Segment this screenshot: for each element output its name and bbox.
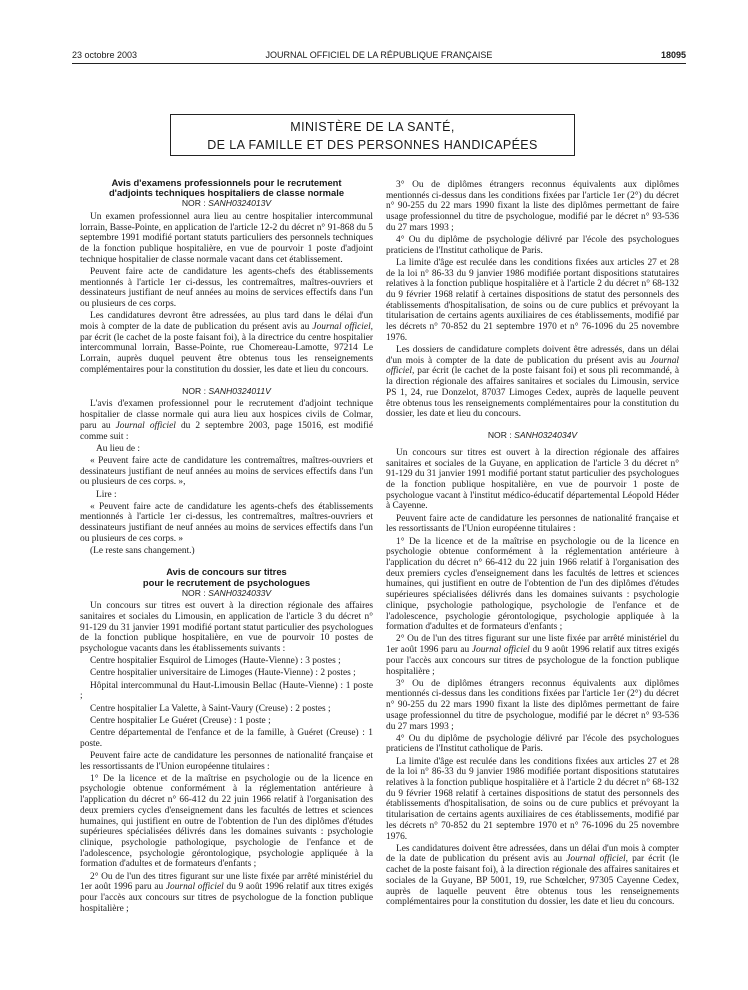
text-run: par écrit (le cachet de la poste faisant foi) et sous pli recommandé, à la direction régionale des affaires sanitaires et sociales du Limousin, service PS 1, 24, rue Donzelot, 87037 Limoges Cedex, auprès de laquelle peuvent être obtenus tous les renseignements complémentaires pour la constitution du dossier, les date et lieu du concours. [386,366,679,420]
quote: « Peuvent faire acte de candidature les contremaîtres, maîtres-ouvriers et dessinateurs justifiant de neuf années au moins de services effectifs dans l'un ou plusieurs de ces corps. », [80,455,373,488]
text-run: par écrit (le cachet de la poste faisant foi), à la direction régionale des affaires sanitaires et sociales de la Guyane, BP 5001, 19, rue Schœlcher, 97305 Cayenne Cedex, auprès de laquelle peuvent être obtenus tous les renseignements complémentaires pour la constitution du dossier, les date et lieu du concours. [386,854,680,908]
text-run: du 9 août 1996 relatif aux titres exigés pour l'accès aux concours sur titres de psychologue de la fonction publique hospitalière ; [80,882,373,914]
nor-reference [80,588,373,599]
text-run: du 9 août 1996 relatif aux titres exigés pour l'accès aux concours sur titres de psychologue de la fonction publique hospitalière ; [386,645,679,677]
condition-item [80,872,373,915]
nor-label: NOR : [182,385,207,396]
paragraph: Peuvent faire acte de candidature les agents-chefs des établissements mentionnés à l'article 1er ci-dessus, les contremaîtres, maîtres-ouvriers et dessinateurs justifiant de neuf années au moins de services effectifs dans l'un ou plusieurs de ces corps. [80,266,373,310]
condition-item: 1° De la licence et de la maîtrise en psychologie ou de la licence en psychologie obtenue conformément à la réglementation antérieure à l'application du décret n° 66-412 du 22 juin 1966 relatif à l'organisation des deux premiers cycles d'enseignement dans les facultés de lettres et sciences humaines, qui justifient en outre de l'obtention de l'un des diplômes d'études supérieures spécialisées délivrés dans les domaines suivants : psychologie clinique, psychologie pathologique, psychologie de l'enfance et de l'adolescence, psychologie gérontologique, psychologie appliquée à la formation d'adultes et de formateurs d'enfants ; [386,536,679,633]
paragraph: Au lieu de : [96,443,141,454]
nor-code: SANH0324011V [208,385,271,396]
condition-item: 1° De la licence et de la maîtrise en psychologie ou de la licence en psychologie obtenue conformément à la réglementation antérieure à l'application du décret n° 66-412 du 22 juin 1966 relatif à l'organisation des deux premiers cycles d'enseignement dans les facultés de lettres et sciences humaines, qui justifient en outre de l'obtention de l'un des diplômes d'études supérieures spécialisées délivrés dans les domaines suivants : psychologie clinique, psychologie pathologique, psychologie de l'enfance et de l'adolescence, psychologie gérontologique, psychologie appliquée à la formation d'adultes et de formateurs d'enfants ; [80,773,373,870]
text-run: Les dossiers de candidature complets doivent être adressés, dans un délai d'un mois à compter de la date de publication du présent avis au [386,345,679,366]
condition-item: 3° Ou de diplômes étrangers reconnus équivalents aux diplômes mentionnés ci-dessus dans les conditions fixées par l'article 1er (2°) du décret n° 90-255 du 22 mars 1990 fixant la liste des diplômes permettant de faire usage professionnel du titre de psychologue, modifié par le décret n° 93-536 du 27 mars 1993 ; [386,678,679,732]
establishment-item: Centre hospitalier Le Guéret (Creuse) : 1 poste ; [90,715,271,726]
establishment-item: Centre hospitalier Esquirol de Limoges (Haute-Vienne) : 3 postes ; [90,656,341,667]
paragraph: (Le reste sans changement.) [90,546,195,557]
notice-title [80,178,373,198]
journal-ref: Journal officiel, [312,321,374,332]
establishment-item: Centre hospitalier universitaire de Limoges (Haute-Vienne) : 2 postes ; [90,668,356,679]
notice-title-line: Avis de concours sur titres [166,566,287,578]
notice-title [80,567,373,587]
paragraph: Un concours sur titres est ouvert à la direction régionale des affaires sanitaires et sociales de la Guyane, en application de l'article 3 du décret n° 91-129 du 31 janvier 1991 modifié portant statut particulier des psychologues de la fonction publique hospitalière, en vue de pourvoir 1 poste de psychologue vacant à l'institut médico-éducatif départemental Léopold Héder à Cayenne. [386,447,679,512]
nor-reference [80,198,373,209]
establishment-item: Hôpital intercommunal du Haut-Limousin Bellac (Haute-Vienne) : 1 poste ; [80,680,373,702]
paragraph [386,844,679,908]
nor-label: NOR : [181,198,206,209]
ministry-box [170,114,575,156]
notice-title-line: pour le recrutement de psychologues [142,576,311,588]
journal-ref: Journal officiel [471,645,530,656]
text-run: 2° Ou de l'un des titres figurant sur une liste fixée par arrêté ministériel du 1er août 1996 paru au [80,871,373,893]
paragraph [386,345,679,420]
text-run: du 2 septembre 2003, page 15016, est modifié comme suit : [80,420,374,442]
establishment-item: Centre hospitalier La Valette, à Saint-Vaury (Creuse) : 2 postes ; [90,703,331,714]
nor-reference [386,430,679,441]
text-run: Les candidatures devront être adressées, au plus tard dans le délai d'un mois à compter de la date de publication du présent avis au [80,311,373,332]
issue-date: 23 octobre 2003 [72,50,138,60]
journal-ref: Journal officiel, [566,854,628,865]
condition-item [386,634,679,677]
journal-title: JOURNAL OFFICIEL DE LA RÉPUBLIQUE FRANÇAISE [265,50,493,60]
text-run: 2° Ou de l'un des titres figurant sur une liste fixée par arrêté ministériel du 1er août 1996 paru au [386,634,679,656]
text-run: par écrit (le cachet de la poste faisant foi), à la directrice du centre hospitalier intercommunal lorrain, Basse-Pointe, rue Chomereau-Lamotte, 97214 Le Lorrain, auprès duquel peuvent être obtenus tous les renseignements complémentaires pour la constitution du dossier, les date et lieu du concours. [80,332,373,375]
journal-ref: Journal officiel [165,882,224,893]
ministry-line-2: DE LA FAMILLE ET DES PERSONNES HANDICAPÉES [207,138,538,152]
page-number: 18095 [660,50,686,60]
journal-ref: Journal officiel [115,420,176,431]
nor-code: SANH0324013V [208,198,272,209]
journal-ref: Journal officiel, [386,355,680,377]
nor-label: NOR : [487,430,512,441]
establishment-item: Centre départemental de l'enfance et de la famille, à Guéret (Creuse) : 1 poste. [80,727,373,749]
text-run: Les candidatures doivent être adressées, dans un délai d'un mois à compter de la date de publication du présent avis au [386,843,679,865]
paragraph: Peuvent faire acte de candidature les personnes de nationalité française et les ressortissants de l'Union européenne titulaires : [386,513,679,535]
ministry-line-1: MINISTÈRE DE LA SANTÉ, [290,120,455,134]
right-column [386,180,679,910]
paragraph [80,399,373,442]
text-run: L'avis d'examen professionnel pour le recrutement d'adjoint technique hospitalier de classe normale qui aura lieu aux hospices civils de Colmar, paru au [80,399,373,431]
condition-item: 4° Ou du diplôme de psychologie délivré par l'école des psychologues praticiens de l'Institut catholique de Paris. [386,733,679,755]
nor-reference [80,386,373,397]
condition-item: 3° Ou de diplômes étrangers reconnus équivalents aux diplômes mentionnés ci-dessus dans les conditions fixées par l'article 1er (2°) du décret n° 90-255 du 22 mars 1990 fixant la liste des diplômes permettant de faire usage professionnel du titre de psychologue, modifié par le décret n° 93-536 du 27 mars 1993 ; [386,180,679,233]
paragraph [80,311,373,375]
paragraph: La limite d'âge est reculée dans les conditions fixées aux articles 27 et 28 de la loi n° 86-33 du 9 janvier 1986 modifiée portant dispositions statutaires relatives à la fonction publique hospitalière et à l'article 2 du décret n° 68-132 du 9 février 1968 relatif à certaines dispositions de statut des personnels des établissements d'hospitalisation, de soins ou de cure publics et prévoyant la titularisation de certains agents auxiliaires de ces établissements, modifié par les décrets n° 70-852 du 21 septembre 1970 et n° 76-1096 du 25 novembre 1976. [386,257,679,343]
paragraph: Un concours sur titres est ouvert à la direction régionale des affaires sanitaires et sociales du Limousin, en application de l'article 3 du décret n° 91-129 du 31 janvier 1991 modifié portant statut particulier des psychologues de la fonction publique hospitalière, en vue de pourvoir 10 postes de psychologue vacants dans les établissements suivants : [80,601,373,655]
notice-title-line: Avis d'examens professionnels pour le recrutement [111,177,342,188]
paragraph: Peuvent faire acte de candidature les personnes de nationalité française et les ressortissants de l'Union européenne titulaires : [80,750,373,772]
condition-item: 4° Ou du diplôme de psychologie délivré par l'école des psychologues praticiens de l'Institut catholique de Paris. [386,235,679,256]
quote: « Peuvent faire acte de candidature les agents-chefs des établissements mentionnés à l'article 1er ci-dessus, les contremaîtres, maîtres-ouvriers et dessinateurs justifiant de neuf années au moins de services effectifs dans l'un ou plusieurs de ces corps. » [80,501,373,544]
nor-label: NOR : [181,587,206,598]
paragraph: Lire : [96,489,117,500]
paragraph: La limite d'âge est reculée dans les conditions fixées aux articles 27 et 28 de la loi n° 86-33 du 9 janvier 1986 modifiée portant dispositions statutaires relatives à la fonction publique hospitalière et à l'article 2 du décret n° 68-132 du 9 février 1968 relatif à certaines dispositions de statut des personnels des établissements d'hospitalisation, de soins ou de cure publics et prévoyant la titularisation de certains agents auxiliaires de ces établissements, modifié par les décrets n° 70-852 du 21 septembre 1970 et n° 76-1096 du 25 novembre 1976. [386,756,679,842]
nor-code: SANH0324034V [514,430,578,441]
left-column [80,178,373,916]
notice-title-line: d'adjoints techniques hospitaliers de classe normale [108,187,345,199]
page-header [72,50,686,64]
nor-code: SANH0324033V [208,587,272,598]
paragraph: Un examen professionnel aura lieu au centre hospitalier intercommunal lorrain, Basse-Pointe, en application de l'article 12-2 du décret n° 91-868 du 5 septembre 1991 modifié portant statuts particuliers des personnels techniques de la fonction publique hospitalière, en vue de pourvoir 1 poste d'adjoint technique hospitalier de classe normale vacant dans cet établissement. [80,211,373,265]
